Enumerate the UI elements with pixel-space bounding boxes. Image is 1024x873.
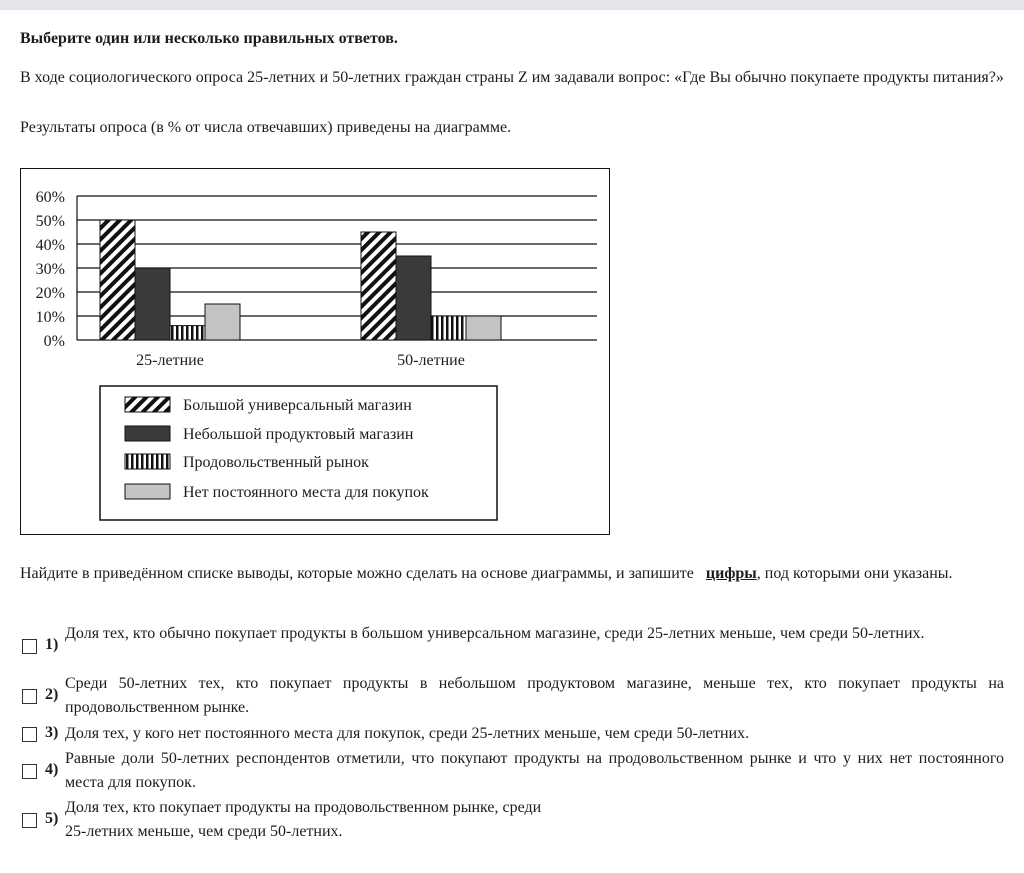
legend-label: Продовольственный рынок bbox=[183, 454, 369, 471]
top-bar bbox=[0, 0, 1024, 10]
option-checkbox[interactable] bbox=[22, 764, 37, 779]
question-text: В ходе социологического опроса 25-летних и 50-летних граждан страны Z им задавали вопрос: «Где Вы обычно покупаете продукты питания?» bbox=[20, 69, 1004, 86]
bar-1-4 bbox=[205, 304, 240, 340]
bar-2-1 bbox=[361, 232, 396, 340]
option-text: Доля тех, у кого нет постоянного места для покупок, среди 25-летних меньше, чем среди 50-летних. bbox=[65, 725, 750, 742]
option-text: Среди 50-летних тех, кто покупает продукты в небольшом продуктовом магазине, меньше тех, кто покупает продукты на продовольственном рынке. bbox=[65, 675, 1004, 716]
bar-1-2 bbox=[135, 268, 170, 340]
bar-2-2 bbox=[396, 256, 431, 340]
x-category-label: 50-летние bbox=[397, 352, 465, 369]
legend-swatch bbox=[125, 454, 170, 469]
option-5 bbox=[22, 796, 1004, 846]
legend-swatch bbox=[125, 484, 170, 499]
option-text: Доля тех, кто обычно покупает продукты в большом универсальном магазине, среди 25-летних меньше, чем среди 50-летних. bbox=[65, 625, 925, 642]
option-text: Доля тех, кто покупает продукты на продовольственном рынке, среди 25-летних меньше, чем среди 50-летних. bbox=[65, 799, 542, 840]
task-emphasis: цифры bbox=[705, 565, 757, 582]
bar-1-3 bbox=[170, 326, 205, 340]
task-text bbox=[20, 562, 1004, 586]
y-tick-label: 10% bbox=[35, 309, 65, 326]
option-checkbox[interactable] bbox=[22, 727, 37, 742]
y-tick-label: 30% bbox=[35, 261, 65, 278]
y-tick-label: 0% bbox=[43, 333, 65, 350]
legend-label: Большой универсальный магазин bbox=[183, 397, 412, 414]
bar-1-1 bbox=[100, 220, 135, 340]
bar-2-3 bbox=[431, 316, 466, 340]
option-number: 1) bbox=[45, 636, 59, 653]
chart-figure bbox=[20, 168, 610, 535]
option-checkbox[interactable] bbox=[22, 689, 37, 704]
option-2 bbox=[22, 672, 1004, 722]
task-text-before: Найдите в приведённом списке выводы, которые можно сделать на основе диаграммы, и запишите bbox=[20, 565, 694, 582]
option-checkbox[interactable] bbox=[22, 813, 37, 828]
bar-chart bbox=[21, 169, 609, 534]
x-category-label: 25-летние bbox=[136, 352, 204, 369]
y-tick-label: 40% bbox=[35, 237, 65, 254]
option-text: Равные доли 50-летних респондентов отметили, что покупают продукты на продовольственном рынке и что у них нет постоянного места для покупок. bbox=[65, 750, 1004, 791]
task-text-after: , под которыми они указаны. bbox=[756, 565, 953, 582]
legend-label: Нет постоянного места для покупок bbox=[183, 484, 429, 501]
instruction-text: Выберите один или несколько правильных ответов. bbox=[20, 30, 398, 47]
option-number: 5) bbox=[45, 810, 59, 827]
option-checkbox[interactable] bbox=[22, 639, 37, 654]
y-tick-label: 60% bbox=[35, 189, 65, 206]
legend-swatch bbox=[125, 426, 170, 441]
y-tick-label: 20% bbox=[35, 285, 65, 302]
legend-swatch bbox=[125, 397, 170, 412]
y-tick-label: 50% bbox=[35, 213, 65, 230]
option-4 bbox=[22, 747, 1004, 797]
legend-label: Небольшой продуктовый магазин bbox=[183, 426, 414, 443]
bar-2-4 bbox=[466, 316, 501, 340]
option-1 bbox=[22, 622, 1004, 672]
option-number: 3) bbox=[45, 724, 59, 741]
option-number: 2) bbox=[45, 686, 59, 703]
option-number: 4) bbox=[45, 761, 59, 778]
question-note: Результаты опроса (в % от числа отвечавших) приведены на диаграмме. bbox=[20, 119, 512, 136]
